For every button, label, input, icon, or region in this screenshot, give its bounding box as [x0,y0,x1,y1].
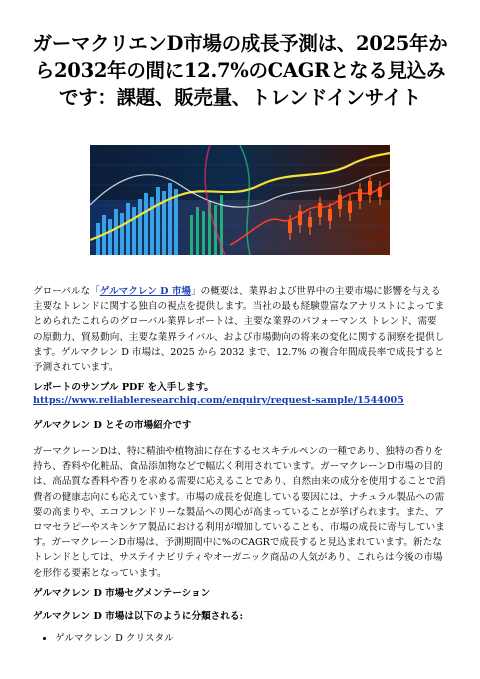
stock-chart-illustration [90,145,390,255]
intro-text-after: 」の概要は、業界および世界中の主要市場に影響を与える主要なトレンドに関する独自の視点を提供します。当社の最も経験豊富なアナリストによってまとめられたこれらのグローバル業界レポートは、主要な業界のパフォーマンス トレンド、需要の原動力、貿易動向、主要な業界ライバル、および市場動向の将来の変化に関する洞察を提供します。ゲルマクレン D 市場は、2025 から 2032 まで、12.7% の複合年間成長率で成長すると予測されています。 [33,286,445,374]
types-heading: ゲルマクレン D 市場は以下のように分類される: [33,611,243,622]
intro-text-before: グローバルな「 [33,286,100,297]
market-link[interactable]: ゲルマクレン D 市場 [99,286,192,297]
market-intro-body: ガーマクレーンDは、特に精油や植物油に存在するセスキテルペンの一種であり、独特の香りを持ち、香料や化粧品、食品添加物などで幅広く利用されています。ガーマクレーンD市場の目的は、高品質な香料や香りを求める需要に応えることであり、自然由来の成分を使用することで消費者の健康志向にも応えています。市場の成長を促進している要因には、ナチュラル製品への需要の高まりや、エコフレンドリーな製品への関心が高まっていることが挙げられます。また、アロマセラピーやスキンケア製品における利用が増加していることも、市場の成長に寄与しています。ガーマクレーンD市場は、予測期間中に%のCAGRで成長すると見込まれています。新たなトレンドとしては、サステイナビリティやオーガニック商品の人気があり、これらは今後の市場を形作る要素となっています。 [33,446,446,579]
sample-label: レポートのサンプル PDF を入手します。 [33,382,214,393]
page-title: ガーマクリエンD市場の成長予測は、2025年から2032年の間に12.7%のCAGRとなる見込みです：課題、販売量、トレンドインサイト [32,32,448,109]
market-intro-heading: ゲルマクレン D とその市場紹介です [33,420,192,431]
sample-request-link[interactable]: https://www.reliableresearchiq.com/enquiry/request-sample/1544005 [33,395,404,406]
market-chart-banner-image [90,145,390,255]
segmentation-heading: ゲルマクレン D 市場セグメンテーション [33,588,211,599]
list-item: • ゲルマクレン D クリスタル [55,631,174,646]
intro-paragraph [33,284,446,375]
sample-request-paragraph [33,381,446,407]
types-list [33,631,174,646]
